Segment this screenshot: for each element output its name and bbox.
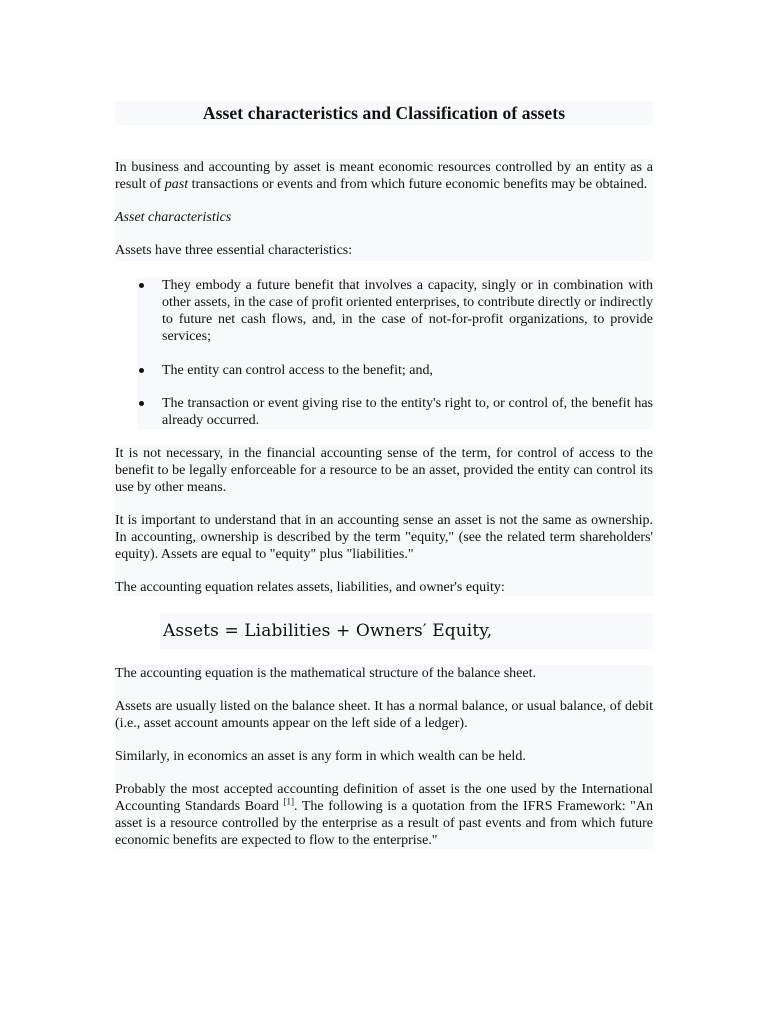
characteristics-lead: Assets have three essential characteristics: (115, 243, 353, 258)
paragraph-economics: Similarly, in economics an asset is any form in which wealth can be held. (115, 749, 526, 764)
intro-paragraph: In business and accounting by asset is meant economic resources controlled by an entity as a result of past transactions or events and from which future economic benefits may be obtained. (115, 160, 653, 192)
list-item-text: The entity can control access to the benefit; and, (162, 363, 433, 378)
title-band (115, 101, 653, 125)
accounting-equation: Assets = Liabilities + Owners′ Equity, (163, 621, 493, 641)
paragraph-control: It is not necessary, in the financial accounting sense of the term, for control of access to the benefit to be legally enforceable for a resource to be an asset, provided the entity can control its use by other means. (115, 446, 653, 495)
list-item (115, 277, 653, 362)
bullet-icon (139, 401, 144, 406)
list-item (115, 395, 653, 429)
list-item (115, 362, 653, 395)
intro-section (115, 159, 653, 261)
document-page (115, 101, 653, 849)
list-item-text: They embody a future benefit that involves a capacity, singly or in combination with other assets, in the case of profit oriented enterprises, to contribute directly or indirectly to future net cash flows, and, in the case of not-for-profit organizations, to provide services; (162, 278, 654, 344)
paragraph-ownership: It is important to understand that in an accounting sense an asset is not the same as ownership. In accounting, ownership is described by the term "equity," (see the related term shareholders' equity). Assets are equal to "equity" plus "liabilities." (115, 513, 653, 562)
paragraph-equation-intro: The accounting equation relates assets, liabilities, and owner's equity: (115, 580, 505, 595)
section-subheading: Asset characteristics (115, 210, 232, 225)
body-section-1 (115, 445, 653, 596)
bullet-icon (139, 283, 144, 288)
paragraph-structure: The accounting equation is the mathematical structure of the balance sheet. (115, 666, 536, 681)
citation-ref[interactable]: [1] (283, 796, 295, 807)
body-section-2 (115, 665, 653, 849)
bullet-icon (139, 368, 144, 373)
page-title: Asset characteristics and Classification of assets (202, 102, 566, 123)
emphasis-past: past (164, 177, 189, 192)
paragraph-ifrs: Probably the most accepted accounting definition of asset is the one used by the International Accounting Standards Board [1]. The following is a quotation from the IFRS Framework: "An asset is a resource controlled by the enterprise as a result of past events and from which future economic benefits are expected to flow to the enterprise." (115, 782, 653, 848)
formula-block (160, 613, 653, 649)
paragraph-listed: Assets are usually listed on the balance sheet. It has a normal balance, or usual balance, of debit (i.e., asset account amounts appear on the left side of a ledger). (115, 699, 653, 731)
characteristics-list (115, 277, 653, 429)
list-item-text: The transaction or event giving rise to the entity's right to, or control of, the benefit has already occurred. (162, 396, 653, 428)
